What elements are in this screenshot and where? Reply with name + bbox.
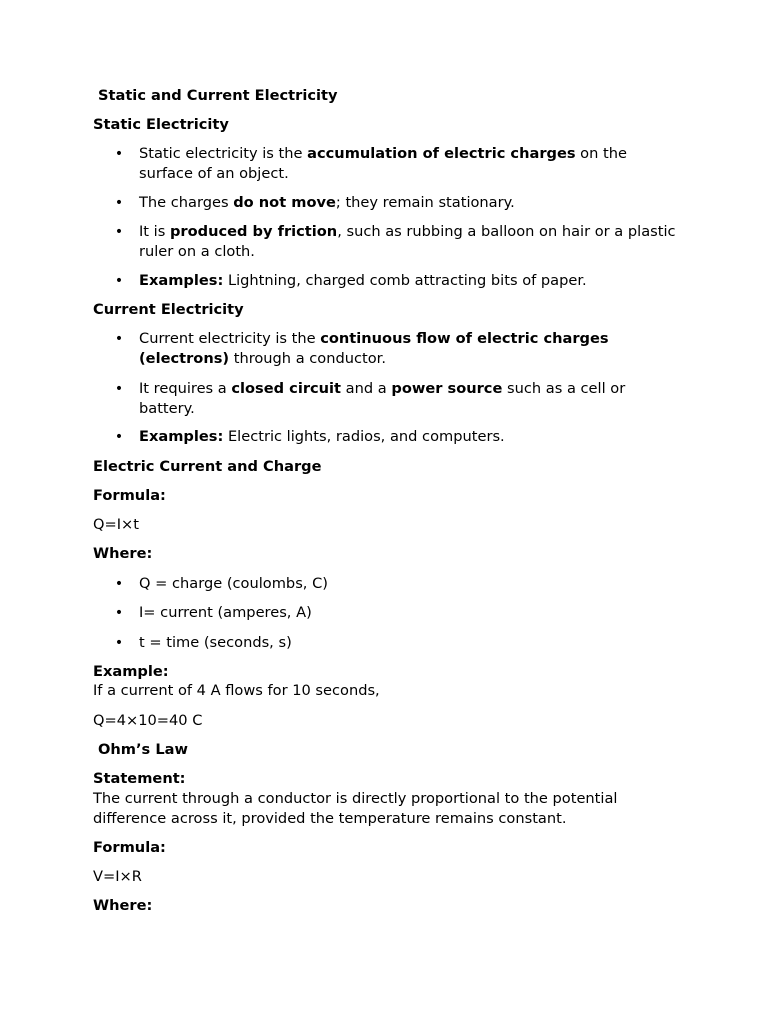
- list-item: Current electricity is the continuous flow of electric charges (electrons) through a conductor.: [139, 330, 609, 367]
- bullet-icon: •: [114, 146, 124, 162]
- formula-charge: Q=I×t: [93, 516, 139, 533]
- bullet-icon: •: [114, 273, 124, 289]
- list-item: Examples: Lightning, charged comb attracting bits of paper.: [139, 272, 587, 289]
- bullet-icon: •: [114, 195, 124, 211]
- section-heading-charge: Electric Current and Charge: [93, 458, 322, 475]
- example-result: Q=4×10=40 C: [93, 712, 203, 729]
- list-item: The charges do not move; they remain stationary.: [139, 194, 515, 211]
- list-item: I= current (amperes, A): [139, 604, 312, 621]
- bullet-icon: •: [114, 576, 124, 592]
- where-label: Where:: [93, 545, 153, 562]
- bullet-icon: •: [114, 224, 124, 240]
- where-label: Where:: [93, 897, 153, 914]
- bullet-icon: •: [114, 605, 124, 621]
- example-label: Example:: [93, 663, 169, 680]
- statement-text-line: difference across it, provided the temperature remains constant.: [93, 810, 567, 827]
- list-item: t = time (seconds, s): [139, 634, 292, 651]
- bullet-icon: •: [114, 331, 124, 347]
- example-text: If a current of 4 A flows for 10 seconds,: [93, 682, 380, 699]
- statement-label: Statement:: [93, 770, 186, 787]
- bullet-icon: •: [114, 635, 124, 651]
- section-heading-static: Static Electricity: [93, 116, 229, 133]
- list-item: It is produced by friction, such as rubbing a balloon on hair or a plastic ruler on a cloth.: [139, 223, 676, 260]
- list-item: Q = charge (coulombs, C): [139, 575, 328, 592]
- section-heading-current: Current Electricity: [93, 301, 244, 318]
- formula-ohm: V=I×R: [93, 868, 142, 885]
- formula-label: Formula:: [93, 487, 166, 504]
- section-heading-ohm: Ohm’s Law: [98, 741, 188, 758]
- formula-label: Formula:: [93, 839, 166, 856]
- list-item: It requires a closed circuit and a power source such as a cell or battery.: [139, 380, 626, 417]
- list-item: Static electricity is the accumulation of electric charges on the surface of an object.: [139, 145, 627, 182]
- document-title: Static and Current Electricity: [98, 87, 338, 104]
- statement-text-line: The current through a conductor is directly proportional to the potential: [93, 790, 618, 807]
- bullet-icon: •: [114, 381, 124, 397]
- bullet-icon: •: [114, 429, 124, 445]
- list-item: Examples: Electric lights, radios, and computers.: [139, 428, 505, 445]
